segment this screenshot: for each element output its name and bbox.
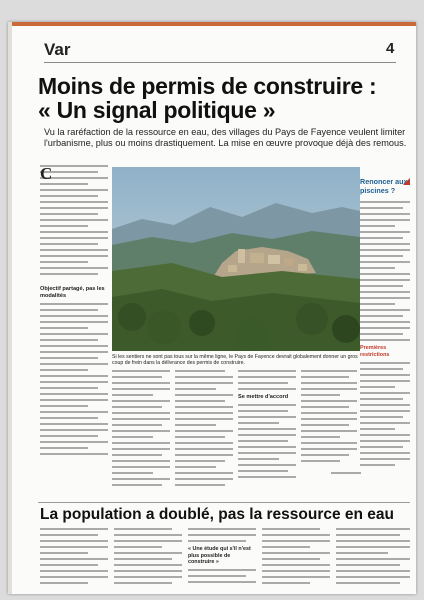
second-column-2 [114, 528, 182, 588]
page-number: 4 [386, 40, 395, 57]
headline-line-2: « Un signal politique » [38, 97, 276, 123]
village-landscape-image [112, 167, 360, 351]
body-column-2 [112, 370, 170, 496]
body-column-1 [40, 284, 108, 494]
newspaper-page [8, 22, 416, 594]
photo-caption: Si les sentiers ne sont pas tous sur la même ligne, le Pays de Fayence devrait globalement donner un gros coup de frein dans la délivrance des permis de construire. [112, 354, 358, 367]
second-column-1 [40, 528, 108, 588]
author-signature [311, 472, 361, 478]
section-rule [44, 62, 396, 63]
top-accent-bar [8, 22, 416, 26]
section-title: Var [44, 40, 71, 59]
sidebar-box [360, 178, 410, 504]
headline-line-1: Moins de permis de construire : [38, 73, 377, 99]
second-column-4 [262, 528, 330, 588]
body-column-5 [301, 370, 357, 470]
page-edge [8, 22, 12, 594]
main-headline [38, 74, 410, 122]
sidebar-title: Renoncer aux piscines ? [360, 177, 408, 195]
second-column-5 [336, 528, 410, 588]
lead-paragraph [40, 165, 108, 283]
subhead-accord: Se mettre d'accord [238, 394, 289, 400]
drop-cap: C [40, 165, 53, 183]
body-column-3 [175, 370, 233, 496]
article-divider [38, 502, 410, 503]
body-column-4 [238, 370, 296, 496]
second-subhead: « Une étude qui s'il n'est plus possible de construire » [188, 546, 251, 566]
second-column-3 [188, 528, 256, 588]
standfirst: Vu la raréfaction de la ressource en eau, des villages du Pays de Fayence veulent limiter l'urbanisme, plus ou moins drastiquement. La mise en œuvre provoque déjà des remous. [44, 127, 407, 148]
sidebar-subhead: Premières restrictions [360, 345, 390, 358]
second-headline: La population a doublé, pas la ressource en eau [40, 506, 395, 523]
village-photo [112, 167, 360, 351]
subhead-objectif: Objectif partagé, pas les modalités [40, 286, 105, 299]
red-corner-arrow-icon [403, 178, 410, 185]
